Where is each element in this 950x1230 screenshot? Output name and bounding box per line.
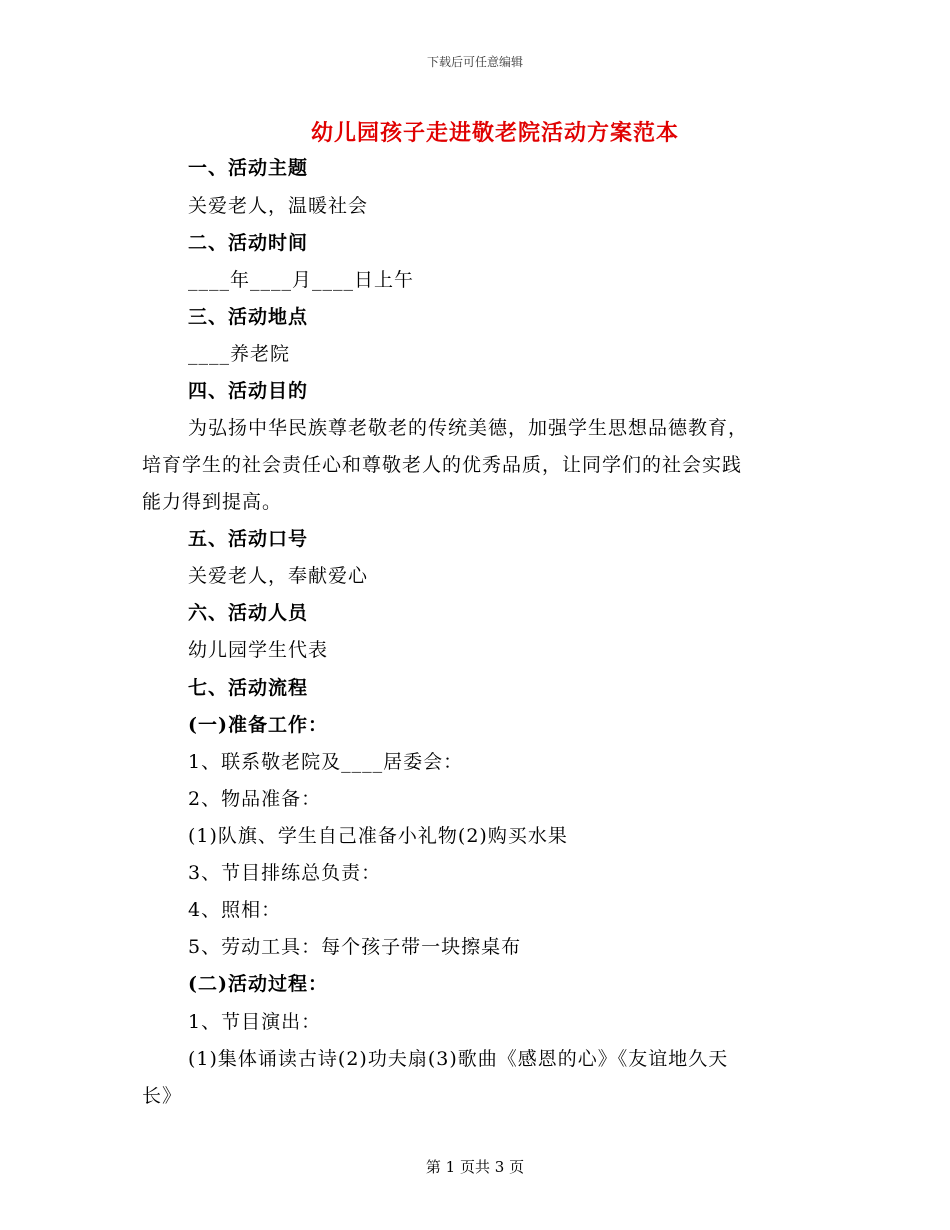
- document-title: 幼儿园孩子走进敬老院活动方案范本: [310, 120, 679, 146]
- purpose-paragraph-line-3: 能力得到提高。: [142, 491, 283, 513]
- purpose-paragraph-line-2: 培育学生的社会责任心和尊敬老人的优秀品质，让同学们的社会实践: [142, 454, 743, 476]
- section-text-theme: 关爱老人，温暖社会: [188, 195, 369, 217]
- prep-item-2: 2、物品准备：: [188, 788, 322, 810]
- section-text-place: ____养老院: [188, 343, 291, 365]
- section-heading-time: 二、活动时间: [188, 232, 309, 254]
- subheading-process: (二)活动过程：: [188, 973, 328, 995]
- section-heading-purpose: 四、活动目的: [188, 380, 309, 402]
- prep-item-4: 4、照相：: [188, 899, 282, 921]
- process-item-1-line-1: (1)集体诵读古诗(2)功夫扇(3)歌曲《感恩的心》《友谊地久天: [188, 1048, 729, 1070]
- prep-item-3: 3、节目排练总负责：: [188, 862, 382, 884]
- page-header: 下载后可任意编辑: [426, 55, 523, 69]
- subheading-preparation: (一)准备工作：: [188, 714, 328, 736]
- process-item-1: 1、节目演出：: [188, 1011, 322, 1033]
- prep-item-5: 5、劳动工具：每个孩子带一块擦桌布: [188, 936, 522, 958]
- section-text-people: 幼儿园学生代表: [188, 639, 329, 661]
- purpose-paragraph-line-1: 为弘扬中华民族尊老敬老的传统美德，加强学生思想品德教育，: [188, 417, 749, 439]
- section-heading-people: 六、活动人员: [188, 602, 309, 624]
- page-footer: 第 1 页共 3 页: [425, 1158, 525, 1176]
- process-item-1-line-2: 长》: [142, 1085, 183, 1107]
- section-heading-theme: 一、活动主题: [188, 157, 309, 179]
- section-heading-flow: 七、活动流程: [188, 677, 309, 699]
- section-heading-slogan: 五、活动口号: [188, 528, 309, 550]
- section-text-time: ____年____月____日上午: [188, 269, 415, 291]
- section-heading-place: 三、活动地点: [188, 306, 309, 328]
- section-text-slogan: 关爱老人，奉献爱心: [188, 565, 369, 587]
- prep-item-2-detail: (1)队旗、学生自己准备小礼物(2)购买水果: [188, 825, 568, 847]
- prep-item-1: 1、联系敬老院及____居委会：: [188, 751, 464, 773]
